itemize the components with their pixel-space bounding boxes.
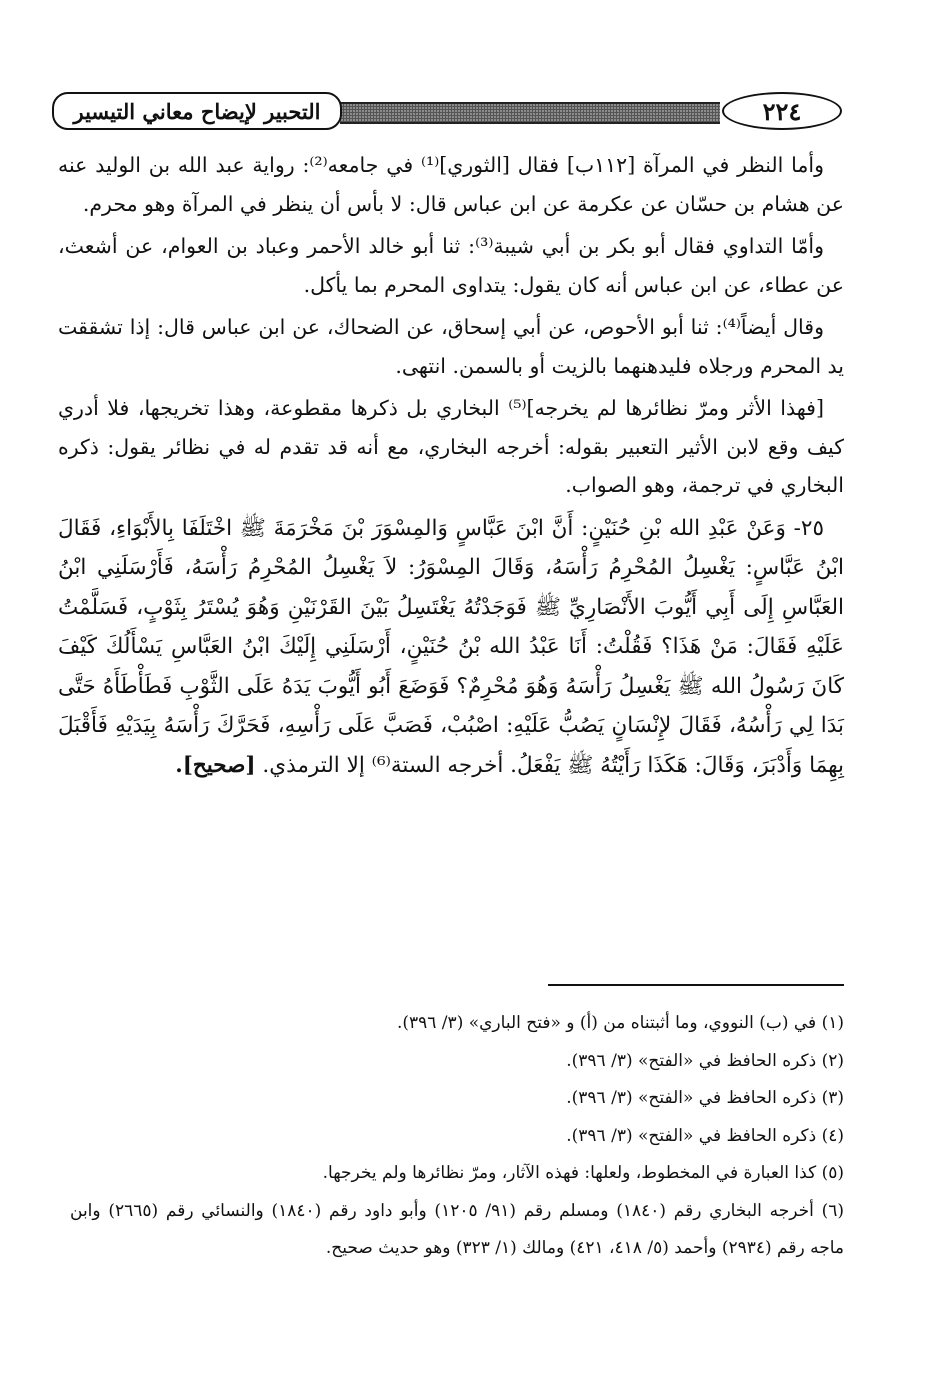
footnote: (١) في (ب) النووي، وما أثبتناه من (أ) و «فتح الباري» (٣/ ٣٩٦). [396,1013,844,1033]
main-text [58,146,844,785]
footnote-separator [548,984,844,986]
header-decorative-bar [340,102,720,124]
page-header [50,92,842,146]
footnote: (٢) ذكره الحافظ في «الفتح» (٣/ ٣٩٦). [566,1050,844,1071]
paragraph-also: وقال أيضاً⁽⁴⁾: ثنا أبو الأحوص، عن أبي إسحاق، عن الضحاك، عن ابن عباس قال: إذا تشققت يد المحرم ورجلاه فليدهنهما بالزيت أو بالسمن. انتهى. [58,315,844,378]
page-number: ٢٢٤ [722,92,842,130]
footnote: (٣) ذكره الحافظ في «الفتح» (٣/ ٣٩٦). [566,1088,844,1108]
footnotes [70,1005,844,1268]
paragraph-remedy: وأمّا التداوي فقال أبو بكر بن أبي شيبة⁽³⁾: ثنا أبو خالد الأحمر وعباد بن العوام، عن أشعث، عن عطاء، عن ابن عباس أنه كان يقول: يتداوى المحرم بما يأكل. [58,234,844,297]
book-title: التحبير لإيضاح معاني التيسير [52,92,342,130]
hadith-text: ٢٥- وَعَنْ عَبْدِ الله بْنِ حُنَيْنٍ: أَنَّ ابْنَ عَبَّاسٍ وَالمِسْوَرَ بْنَ مَخْرَمَةَ ﷺ اخْتَلَفَا بِالأَبْوَاءِ، فَقَالَ ابْنُ عَبَّاسٍ: يَغْسِلُ المُحْرِمُ رَأْسَهُ، وَقَالَ المِسْوَرُ: لاَ يَغْسِلُ المُحْرِمُ رَأْسَهُ، فَأَرْسَلَنِي ابْنُ العَبَّاسِ إِلَى أَبِي أَيُّوبَ الأَنْصَارِيِّ ﷺ فَوَجَدْتُهُ يَغْتَسِلُ بَيْنَ القَرْنَيْنِ وَهُوَ يُسْتَرُ بِثَوْبٍ، فَسَلَّمْتُ عَلَيْهِ فَقَالَ: مَنْ هَذَا؟ فَقُلْتُ: أَنَا عَبْدُ الله بْنُ حُنَيْنٍ، أَرْسَلَنِي إِلَيْكَ ابْنُ العَبَّاسِ يَسْأَلُكَ كَيْفَ كَانَ رَسُولُ الله ﷺ يَغْسِلُ رَأْسَهُ وَهُوَ مُحْرِمٌ؟ فَوَضَعَ أَبُو أَيُّوبَ يَدَهُ عَلَى الثَّوْبِ فَطَأْطَأَهُ حَتَّى بَدَا لِي رَأْسُهُ، فَقَالَ لإِنْسَانٍ يَصُبُّ عَلَيْهِ: اصْبُبْ، فَصَبَّ عَلَى رَأْسِهِ، فَحَرَّكَ رَأْسَهُ بِيَدَيْهِ فَأَقْبَلَ بِهِمَا وَأَدْبَرَ، وَقَالَ: هَكَذَا رَأَيْتُهُ ﷺ يَفْعَلُ. أخرجه الستة⁽⁶⁾ إلا الترمذي. [58,515,844,778]
paragraph-mirror: وأما النظر في المرآة [١١٢ب] فقال [الثوري]⁽¹⁾ في جامعه⁽²⁾: رواية عبد الله بن الوليد عنه عن هشام بن حسّان عن عكرمة عن ابن عباس قال: لا بأس أن ينظر في المرآة وهو محرم. [58,153,844,216]
footnote: (٥) كذا العبارة في المخطوط، ولعلها: فهذه الآثار، ومرّ نظائرها ولم يخرجها. [322,1163,844,1183]
footnote: (٤) ذكره الحافظ في «الفتح» (٣/ ٣٩٦). [566,1125,844,1146]
hadith-25 [58,509,844,786]
footnote: (٦) أخرجه البخاري رقم (١٨٤٠) ومسلم رقم (٩١/ ١٢٠٥) وأبو داود رقم (١٨٤٠) والنسائي رقم (٢٦٦٥) وابن ماجه رقم (٢٩٣٤) وأحمد (٥/ ٤١٨، ٤٢١) ومالك (١/ ٣٢٣) وهو حديث صحيح. [70,1200,844,1258]
paragraph-commentary: [فهذا الأثر ومرّ نظائرها لم يخرجه]⁽⁵⁾ البخاري بل ذكرها مقطوعة، وهذا تخريجها، فلا أدري كيف وقع لابن الأثير التعبير بقوله: أخرجه البخاري، مع أنه قد تقدم له في نظائر يقول: ذكره البخاري في ترجمة، وهو الصواب. [58,396,844,497]
hadith-grade: [صحيح]. [175,752,256,778]
